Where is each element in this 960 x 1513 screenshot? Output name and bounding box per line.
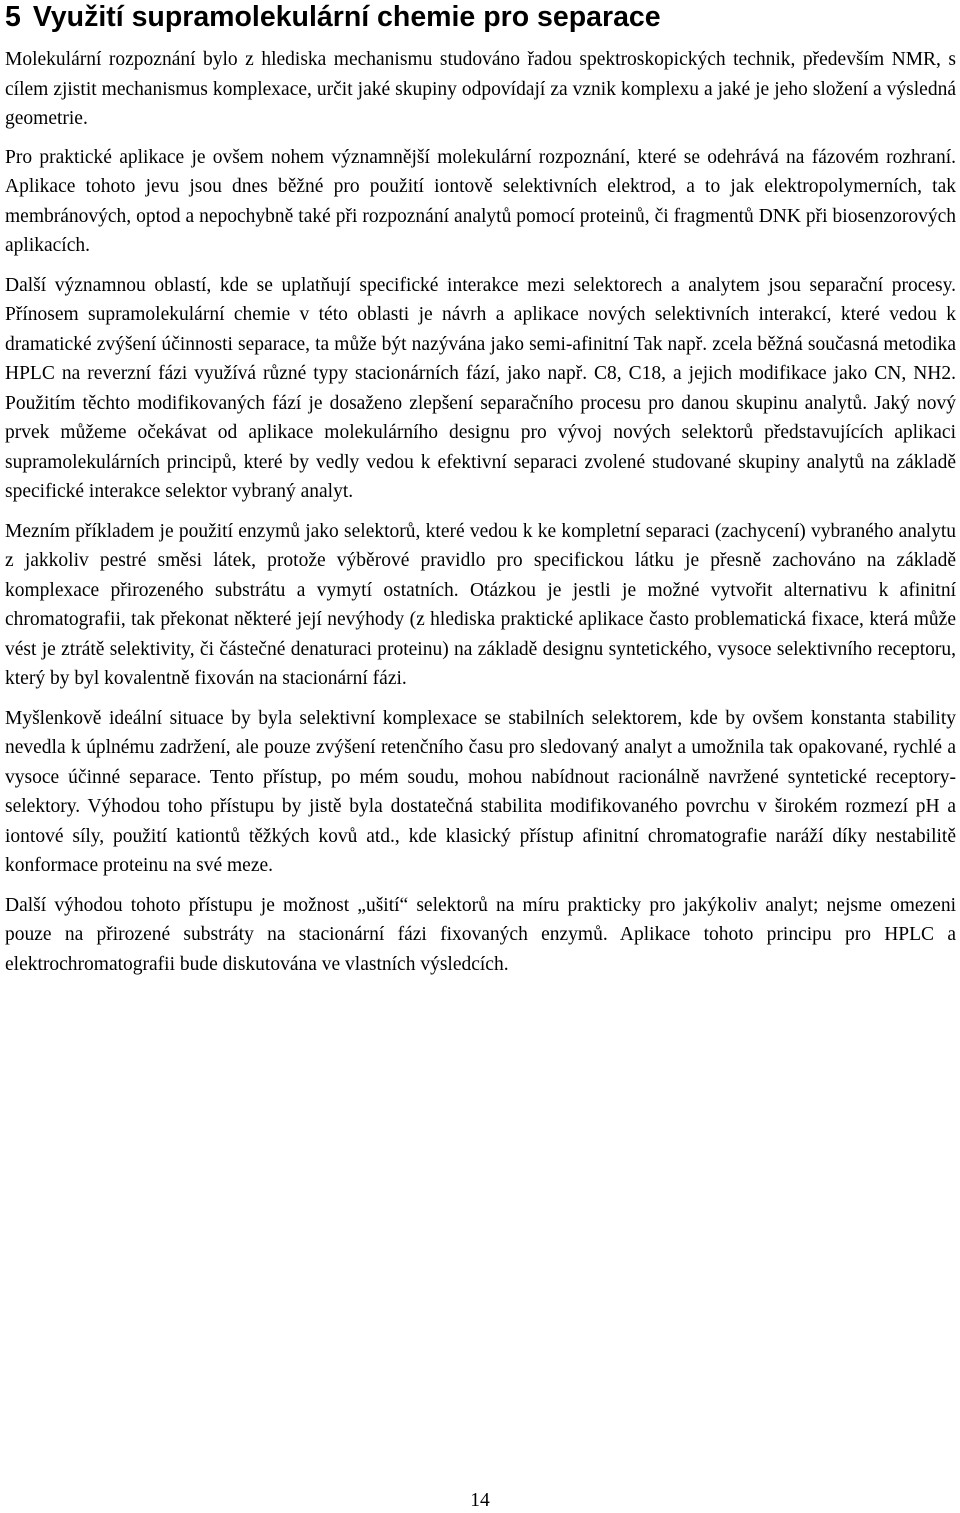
paragraph-enzyme-selectors: Mezním příkladem je použití enzymů jako selektorů, které vedou k ke kompletní separaci (zachycení) vybraného analytu z jakkoliv pestré směsi látek, protože výběrové pravidlo pro specifickou látku je přesně zachováno na základě komplexace přirozeného substrátu a vymytí ostatních. Otázkou je jestli je možné vytvořit alternativu k afinitní chromatografii, tak překonat některé její nevýhody (z hlediska praktické aplikace často problematická fixace, která může vést je ztrátě selektivity, či částečné denaturaci proteinu) na základě designu syntetického, vysoce selektivního receptoru, který by byl kovalentně fixován na stacionární fázi.: [5, 520, 956, 689]
page-number: 14: [470, 1490, 490, 1511]
section-title: Využití supramolekulární chemie pro separace: [32, 1, 661, 33]
section-number: 5: [5, 1, 21, 33]
paragraph-further-advantage: Další výhodou tohoto přístupu je možnost „ušití“ selektorů na míru prakticky pro jakýkoliv analyt; nejsme omezeni pouze na přirozené substráty na stacionární fázi fixovaných enzymů. Aplikace tohoto principu pro HPLC a elektrochromatografii bude diskutována ve vlastních výsledcích.: [5, 894, 956, 975]
paragraph-ideal-situation: Myšlenkově ideální situace by byla selektivní komplexace se stabilních selektorem, kde by ovšem konstanta stability nevedla k úplnému zadržení, ale pouze zvýšení retenčního času pro sledovaný analyt a umožnila tak opakované, rychlé a vysoce účinné separace. Tento přístup, po mém soudu, mohou nabídnout racionálně navržené syntetické receptory-selektory. Výhodou toho přístupu by jistě byla dostatečná stabilita modifikovaného povrchu v širokém rozmezí pH a iontové síly, použití kationtů těžkých kovů atd., kde klasický přístup afinitní chromatografie naráží díky nestabilitě konformace proteinu na své meze.: [5, 707, 956, 876]
paragraph-practical-applications: Pro praktické aplikace je ovšem nohem významnější molekulární rozpoznání, které se odehrává na fázovém rozhraní. Aplikace tohoto jevu jsou dnes běžné pro použití iontově selektivních elektrod, a to jak elektropolymerních, tak membránových, optod a nepochybně také při rozpoznání analytů pomocí proteinů, či fragmentů DNK při biosenzorových aplikacích.: [5, 146, 956, 256]
section-heading: [5, 0, 956, 34]
document-page: [5, 0, 956, 979]
paragraph-separation-processes: Další významnou oblastí, kde se uplatňují specifické interakce mezi selektorech a analytem jsou separační procesy. Přínosem supramolekulární chemie v této oblasti je návrh a aplikace nových selektivních interakcí, které vedou k dramatické zvýšení účinnosti separace, ta může být nazývána jako semi-afinitní Tak např. zcela běžná současná metodika HPLC na reverzní fázi využívá různé typy stacionárních fází, jako např. C8, C18, a jejich modifikace jako CN, NH2. Použitím těchto modifikovaných fází je dosaženo zlepšení separačního procesu pro danou skupinu analytů. Jaký nový prvek můžeme očekávat od aplikace molekulárního designu pro vývoj nových selektorů představujících aplikaci supramolekulárních principů, které by vedly vedou k efektivní separaci zvolené studované skupiny analytů na základě specifické interakce selektor vybraný analyt.: [5, 274, 956, 502]
paragraph-molecular-recognition: Molekulární rozpoznání bylo z hlediska mechanismu studováno řadou spektroskopických technik, především NMR, s cílem zjistit mechanismus komplexace, určit jaké skupiny odpovídají za vznik komplexu a jaké je jeho složení a výsledná geometrie.: [5, 49, 956, 129]
